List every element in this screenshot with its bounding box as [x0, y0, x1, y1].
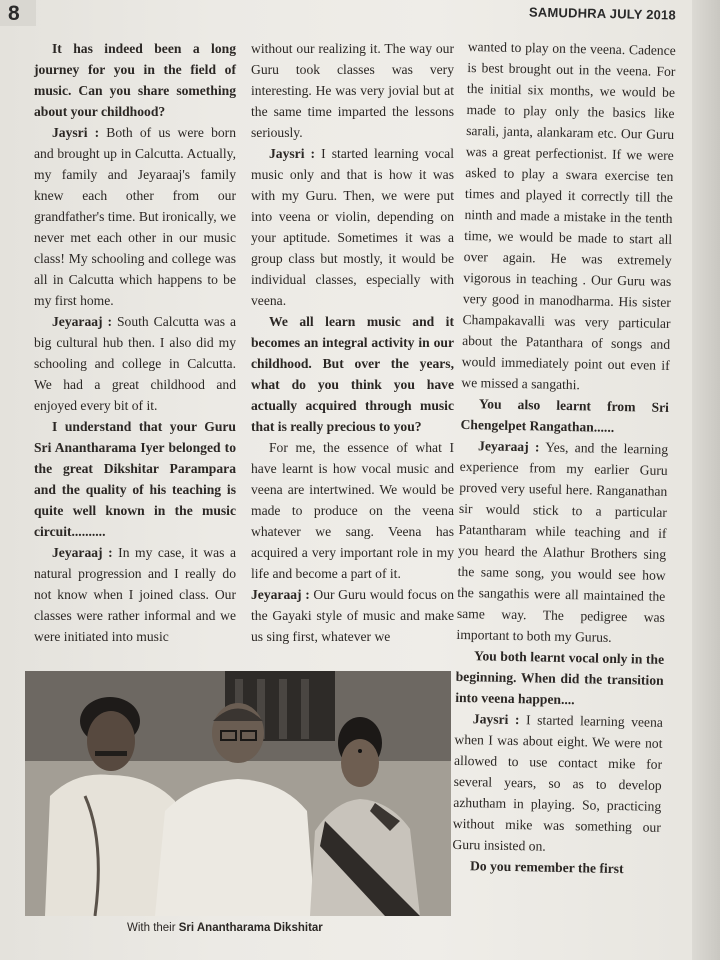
- page-edge-shadow: [692, 0, 720, 960]
- answer-text: Yes, and the learning experience from my earlier Guru proved very useful here. Ranganathan sir would stick to a particular Patantharam while teaching and if you heard the Alathur Brothers sing the same song, you would see how the sangathis were all maintained the same way. The pedigree was important to both my Gurus.: [456, 439, 669, 645]
- answer-paragraph: [34, 542, 236, 647]
- question-transition: You both learnt vocal only in the beginning. When did the transition into veena happen....: [455, 648, 665, 708]
- magazine-title: SAMUDHRA JULY 2018: [528, 4, 677, 23]
- answer-paragraph: [456, 435, 668, 649]
- answer-text: Both of us were born and brought up in Calcutta. Actually, my family and Jeyaraaj's family knew each other from our grandfather's time. But ironically, we never met each other in our music class! My schooling and college was all in Calcutta which happens to be my first home.: [34, 125, 236, 308]
- caption-prefix: With their: [127, 922, 179, 934]
- caption-name: Sri Anantharama Dikshitar: [178, 922, 323, 934]
- answer-text: I started learning veena when I was about eight. We were not allowed to use contact mike for several years, so as to develop azhutham in playing. So, practicing without mike was something our Guru insisted on.: [452, 712, 664, 854]
- question-childhood: It has indeed been a long journey for you in the field of music. Can you share something about your childhood?: [34, 41, 236, 119]
- answer-paragraph: For me, the essence of what I have learnt is how vocal music and veena are intertwined. We would be made to produce on the veena whatever we sang. Veena has acquired a very important role in my life and become a part of it.: [251, 440, 454, 581]
- answer-paragraph: [251, 584, 454, 647]
- answer-paragraph: wanted to play on the veena. Cadence is best brought out in the veena. For the initial six months, we would be made to play only the basics like sarali, janta, alankaram etc. Our Guru was a great perfectionist. If we were asked to play a swara exercise ten times and played it correctly till the ninth and made a mistake in the tenth time, we would be made to start all over again. He was extremely vigorous in teaching . Our Guru was very good in manodharma. His sister Champakavalli was very particular about the Patanthara of songs and would immediately point out even if we missed a sangathi.: [461, 38, 676, 393]
- column-1: [34, 38, 236, 647]
- column-3: [452, 36, 676, 880]
- answer-text: South Calcutta was a big cultural hub then. I also did my schooling and college in Calcutta. We had a great childhood and enjoyed every bit of it.: [34, 314, 236, 413]
- answer-paragraph: without our realizing it. The way our Guru took classes was very interesting. He was very jovial but at the same time imparted the lessons seriously.: [251, 41, 454, 140]
- photo-caption: [127, 922, 323, 934]
- speaker-jaysri: Jaysri :: [52, 125, 100, 140]
- answer-text: Our Guru would focus on the Gayaki style of music and make us sing first, whatever we: [251, 587, 455, 644]
- speaker-jeyaraaj: Jeyaraaj :: [477, 438, 540, 455]
- question-rangathan: You also learnt from Sri Chengelpet Rangathan......: [460, 396, 670, 435]
- column-2: [251, 38, 454, 647]
- answer-text: I started learning vocal music only and that is how it was with my Guru. Then, we were put into veena or violin, depending on your aptitude. Sometimes it was a group class but mostly, it would be individual classes, especially with veena.: [251, 146, 454, 308]
- answer-paragraph: [251, 143, 454, 311]
- group-photo: [25, 671, 451, 916]
- answer-paragraph: [34, 311, 236, 416]
- speaker-jeyaraaj: Jeyaraaj :: [52, 545, 113, 560]
- question-guru: I understand that your Guru Sri Anantharama Iyer belonged to the great Dikshitar Parampara and the quality of his teaching is quite well known in the music circuit..........: [34, 419, 236, 539]
- speaker-jeyaraaj: Jeyaraaj :: [52, 314, 113, 329]
- speaker-jeyaraaj: Jeyaraaj :: [251, 587, 310, 602]
- answer-paragraph: [452, 708, 663, 859]
- page-number: 8: [8, 2, 20, 25]
- speaker-jaysri: Jaysri :: [269, 146, 316, 161]
- answer-paragraph: [34, 122, 236, 311]
- photo-illustration: [25, 671, 451, 916]
- question-precious: We all learn music and it becomes an integral activity in our childhood. But over the years, what do you think you have actually acquired through music that is really precious to you?: [251, 314, 454, 434]
- answer-text: In my case, it was a natural progression and I really do not know when I joined class. Our classes were rather informal and we were initiated into music: [34, 545, 236, 644]
- question-first: Do you remember the first: [469, 858, 624, 877]
- speaker-jaysri: Jaysri :: [472, 711, 520, 728]
